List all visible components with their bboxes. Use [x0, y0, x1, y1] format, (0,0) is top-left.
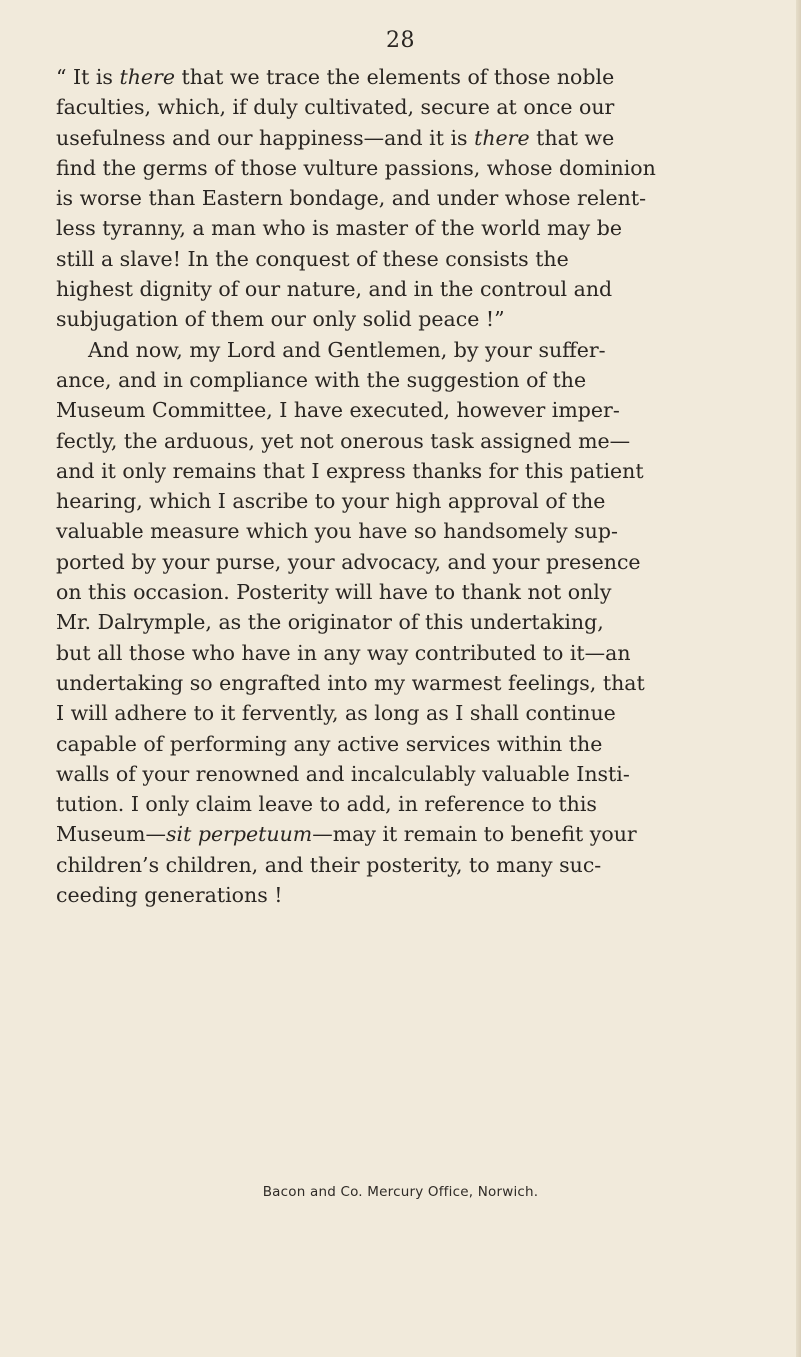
text-line: and it only remains that I express thanks for this patient — [56, 458, 644, 483]
text-line: children’s children, and their posterity, to many suc- — [56, 852, 602, 877]
text-line: faculties, which, if duly cultivated, secure at once our — [56, 95, 615, 120]
text-line: capable of performing any active services within the — [56, 731, 603, 756]
paragraph-start-line: And now, my Lord and Gentlemen, by your suffer- — [88, 337, 606, 362]
text-line — [56, 62, 750, 92]
text-line: is worse than Eastern bondage, and under whose relent- — [56, 186, 647, 211]
text-line: Mr. Dalrymple, as the originator of this undertaking, — [56, 610, 604, 635]
emphasis-there: there — [474, 125, 530, 150]
text-line: less tyranny, a man who is master of the world may be — [56, 216, 623, 241]
body-text — [56, 62, 750, 910]
printer-imprint: Bacon and Co. Mercury Office, Norwich. — [262, 1184, 539, 1200]
text-line: valuable measure which you have so handsomely sup- — [56, 519, 618, 544]
text-line: fectly, the arduous, yet not onerous task assigned me— — [56, 428, 631, 453]
emphasis-sit-perpetuum: sit perpetuum — [166, 822, 313, 847]
text-run: —may it remain to benefit your — [312, 822, 637, 847]
text-line: tution. I only claim leave to add, in reference to this — [56, 792, 597, 817]
text-line: find the germs of those vulture passions, whose dominion — [56, 155, 656, 180]
text-line: subjugation of them our only solid peace !” — [56, 307, 505, 332]
text-line — [56, 123, 750, 153]
text-line: on this occasion. Posterity will have to thank not only — [56, 580, 612, 605]
page-edge — [796, 0, 801, 1357]
text-run: that we trace the elements of those noble — [174, 65, 615, 89]
text-line: Museum Committee, I have executed, however imper- — [56, 398, 620, 423]
text-run: usefulness and our happiness—and it is — [56, 125, 475, 150]
text-run: Museum— — [56, 822, 166, 847]
text-line: highest dignity of our nature, and in the controul and — [56, 277, 613, 302]
text-line — [56, 819, 750, 849]
text-line: walls of your renowned and incalculably valuable Insti- — [56, 761, 630, 786]
text-line: but all those who have in any way contributed to it—an — [56, 640, 631, 665]
text-line: hearing, which I ascribe to your high approval of the — [56, 489, 606, 514]
text-line: still a slave! In the conquest of these consists the — [56, 246, 569, 271]
emphasis-there: there — [119, 65, 175, 89]
text-line: undertaking so engrafted into my warmest feelings, that — [56, 670, 645, 695]
text-line: ance, and in compliance with the suggestion of the — [56, 367, 587, 392]
text-run: “ It is — [56, 65, 120, 89]
page-number: 28 — [386, 28, 415, 53]
text-run: that we — [529, 125, 615, 150]
text-line: I will adhere to it fervently, as long as I shall continue — [56, 701, 616, 726]
text-line: ceeding generations ! — [56, 883, 283, 908]
text-line: ported by your purse, your advocacy, and your presence — [56, 549, 641, 574]
